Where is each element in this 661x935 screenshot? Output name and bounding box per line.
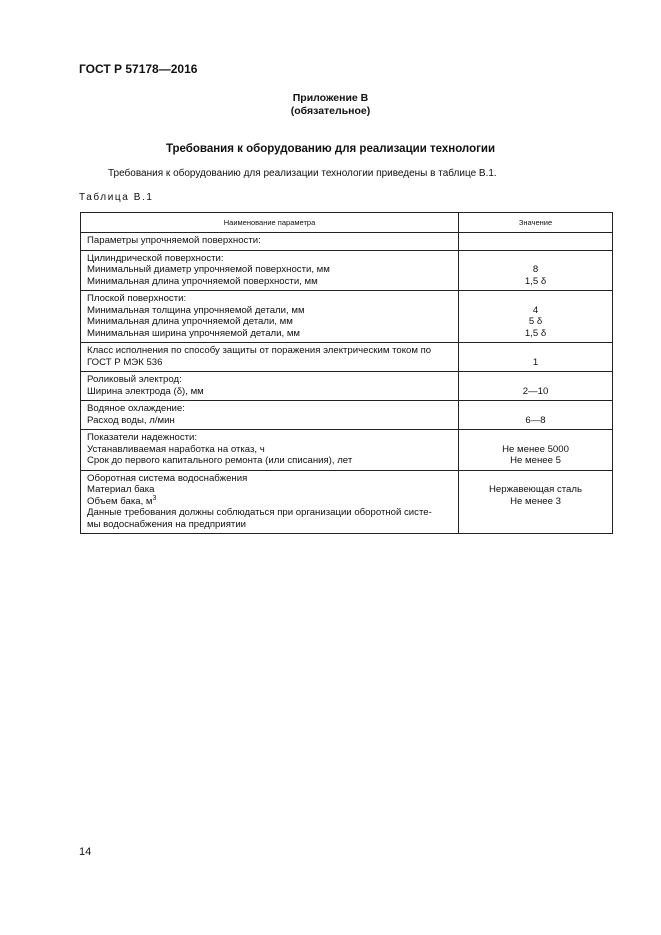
section-title: Требования к оборудованию для реализации технологии [165, 143, 496, 155]
value-line [465, 293, 606, 305]
param-line: Класс исполнения по способу защиты от поражения электрическим током по [87, 345, 432, 356]
param-line [87, 496, 452, 508]
page-number: 14 [79, 846, 92, 858]
value-cell [459, 401, 613, 430]
table-row [81, 233, 613, 251]
param-line: Цилиндрической поверхности: [87, 252, 224, 264]
header-value: Значение [459, 213, 613, 233]
param-line: Минимальная ширина упрочняемой детали, мм [87, 327, 301, 339]
table-row [81, 401, 613, 430]
value-line: 2—10 [522, 385, 549, 397]
table-row [81, 470, 613, 534]
value-line: Не менее 5000 [502, 443, 569, 455]
param-line: Показатели надежности: [87, 432, 198, 443]
param-line: Водяное охлаждение: [87, 403, 185, 414]
param-cell [81, 372, 459, 401]
param-line: Плоской поверхности: [87, 293, 187, 304]
table-row [81, 291, 613, 343]
table-row [81, 343, 613, 372]
param-cell [81, 430, 459, 471]
table-label: Таблица В.1 [79, 192, 154, 203]
param-line: Минимальный диаметр упрочняемой поверхности, мм [87, 264, 330, 275]
value-line: Не менее 3 [510, 495, 561, 507]
value-cell [459, 291, 613, 343]
value-line: 1,5 δ [524, 327, 547, 339]
value-line [465, 253, 606, 265]
unit-superscript: 3 [152, 494, 157, 502]
intro-paragraph: Требования к оборудованию для реализации технологии приведены в таблице В.1. [108, 168, 497, 179]
tank-volume-label: Объем бака, м [87, 495, 153, 507]
value-line: 5 δ [528, 316, 543, 327]
table-header-row [81, 213, 613, 233]
param-line: ГОСТ Р МЭК 536 [87, 356, 163, 368]
param-line: Ширина электрода (δ), мм [87, 385, 204, 397]
header-parameter: Наименование параметра [81, 213, 459, 233]
param-line: Данные требования должны соблюдаться при организации оборотной систе- [87, 507, 432, 518]
appendix-title: Приложение В [292, 92, 369, 104]
value-line: 6—8 [525, 414, 546, 426]
param-line: Оборотная система водоснабжения [87, 472, 248, 484]
param-line: Минимальная толщина упрочняемой детали, мм [87, 304, 305, 316]
value-line: 1 [532, 356, 539, 368]
param-line: Минимальная длина упрочняемой детали, мм [87, 316, 293, 327]
param-line: мы водоснабжения на предприятии [87, 518, 247, 530]
param-cell [81, 470, 459, 534]
param-cell [81, 291, 459, 343]
value-cell [459, 233, 613, 251]
value-cell [459, 250, 613, 291]
document-code: ГОСТ Р 57178—2016 [79, 62, 198, 76]
param-line: Расход воды, л/мин [87, 414, 175, 426]
value-cell [459, 430, 613, 471]
value-cell [459, 343, 613, 372]
param-line: Роликовый электрод: [87, 374, 182, 385]
value-line: 1,5 δ [524, 275, 547, 287]
value-line [465, 432, 606, 444]
appendix-status: (обязательное) [290, 105, 371, 117]
param-cell [81, 343, 459, 372]
param-cell [81, 401, 459, 430]
param-line: Срок до первого капитального ремонта (или списания), лет [87, 455, 353, 466]
param-line: Материал бака [87, 484, 155, 495]
value-cell [459, 372, 613, 401]
value-line: 8 [532, 264, 539, 275]
table-row [81, 372, 613, 401]
value-line [465, 473, 606, 485]
param-line: Минимальная длина упрочняемой поверхности, мм [87, 275, 318, 287]
value-line: 4 [532, 304, 539, 316]
requirements-table [80, 212, 613, 534]
param-line: Устанавливаемая наработка на отказ, ч [87, 443, 265, 455]
value-cell [459, 470, 613, 534]
value-line: Не менее 5 [510, 455, 561, 466]
table-row [81, 430, 613, 471]
value-line [465, 403, 606, 415]
param-line: Параметры упрочняемой поверхности: [87, 235, 261, 246]
value-line [465, 374, 606, 386]
value-line: Нержавеющая сталь [489, 484, 582, 495]
table-row [81, 250, 613, 291]
param-cell [81, 233, 459, 251]
param-cell [81, 250, 459, 291]
value-line [465, 345, 606, 357]
